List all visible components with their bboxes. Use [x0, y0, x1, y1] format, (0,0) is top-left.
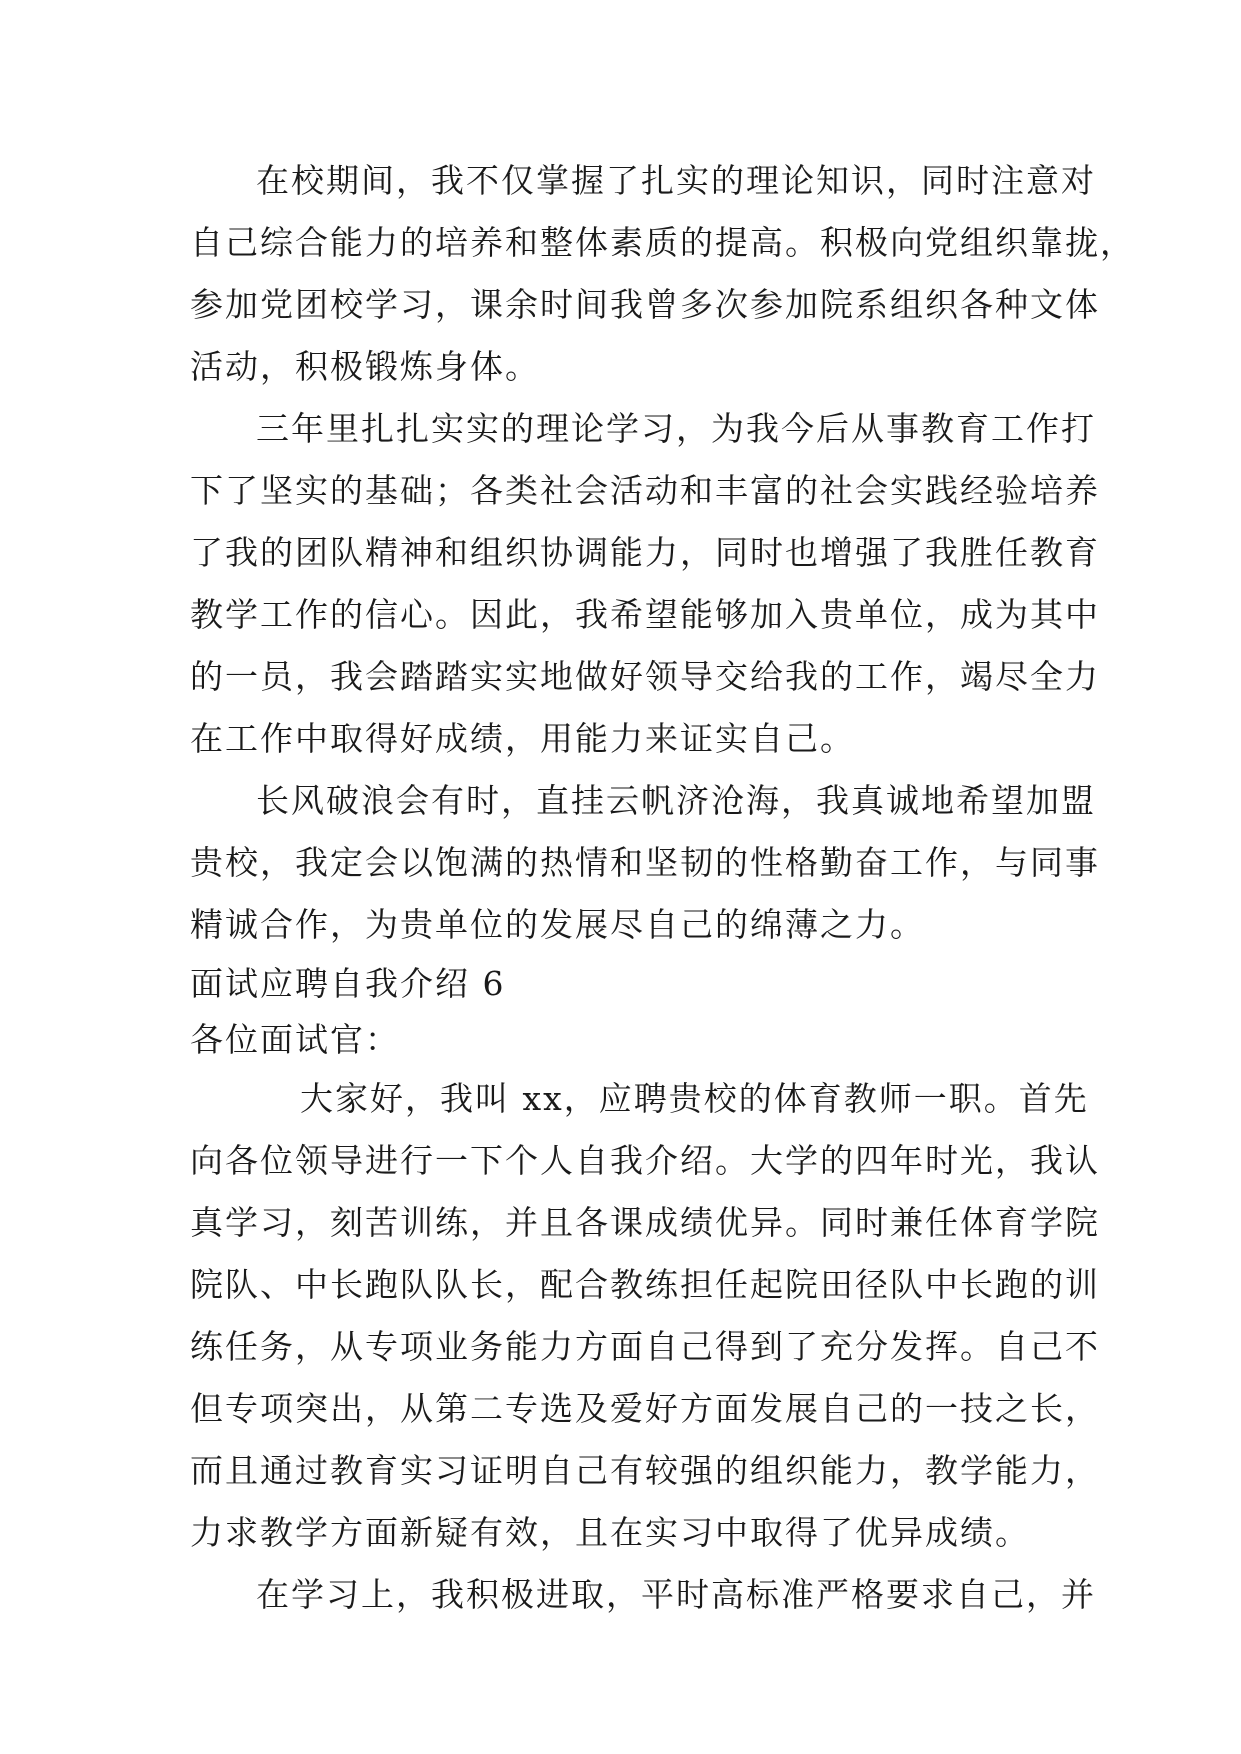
text-line: 的一员，我会踏踏实实地做好领导交给我的工作，竭尽全力 [190, 657, 1100, 696]
text-line: 在校期间，我不仅掌握了扎实的理论知识，同时注意对 [256, 161, 1096, 200]
paragraph [190, 1068, 1100, 1564]
text-line: 练任务，从专项业务能力方面自己得到了充分发挥。自己不 [190, 1327, 1100, 1366]
text-line: 贵校，我定会以饱满的热情和坚韧的性格勤奋工作，与同事 [190, 843, 1100, 882]
text-line: 力求教学方面新疑有效，且在实习中取得了优异成绩。 [190, 1513, 1030, 1552]
text-line: 精诚合作，为贵单位的发展尽自己的绵薄之力。 [190, 905, 925, 944]
text-line: 参加党团校学习，课余时间我曾多次参加院系组织各种文体 [190, 285, 1100, 324]
text-line: 大家好，我叫 xx，应聘贵校的体育教师一职。首先 [300, 1079, 1089, 1118]
paragraph [190, 770, 1100, 956]
salutation: 各位面试官： [190, 1020, 400, 1059]
text-line: 院队、中长跑队队长，配合教练担任起院田径队中长跑的训 [190, 1265, 1100, 1304]
text-line: 了我的团队精神和组织协调能力，同时也增强了我胜任教育 [190, 533, 1100, 572]
text-line: 自己综合能力的培养和整体素质的提高。积极向党组织靠拢， [190, 223, 1135, 262]
paragraph [190, 1564, 1096, 1626]
text-line: 在工作中取得好成绩，用能力来证实自己。 [190, 719, 855, 758]
text-line: 三年里扎扎实实的理论学习，为我今后从事教育工作打 [256, 409, 1096, 448]
text-line: 长风破浪会有时，直挂云帆济沧海，我真诚地希望加盟 [256, 781, 1096, 820]
text-line: 下了坚实的基础；各类社会活动和丰富的社会实践经验培养 [190, 471, 1100, 510]
text-line: 但专项突出，从第二专选及爱好方面发展自己的一技之长， [190, 1389, 1100, 1428]
text-line: 教学工作的信心。因此，我希望能够加入贵单位，成为其中 [190, 595, 1100, 634]
text-line: 在学习上，我积极进取，平时高标准严格要求自己，并 [256, 1575, 1096, 1614]
text-line: 向各位领导进行一下个人自我介绍。大学的四年时光，我认 [190, 1141, 1100, 1180]
document-body [190, 150, 1135, 1626]
paragraph [190, 150, 1135, 398]
text-line: 而且通过教育实习证明自己有较强的组织能力，教学能力， [190, 1451, 1100, 1490]
text-line: 真学习，刻苦训练，并且各课成绩优异。同时兼任体育学院 [190, 1203, 1100, 1242]
section-title: 面试应聘自我介绍 6 [190, 964, 506, 1003]
text-line: 活动，积极锻炼身体。 [190, 347, 540, 386]
paragraph [190, 398, 1100, 770]
